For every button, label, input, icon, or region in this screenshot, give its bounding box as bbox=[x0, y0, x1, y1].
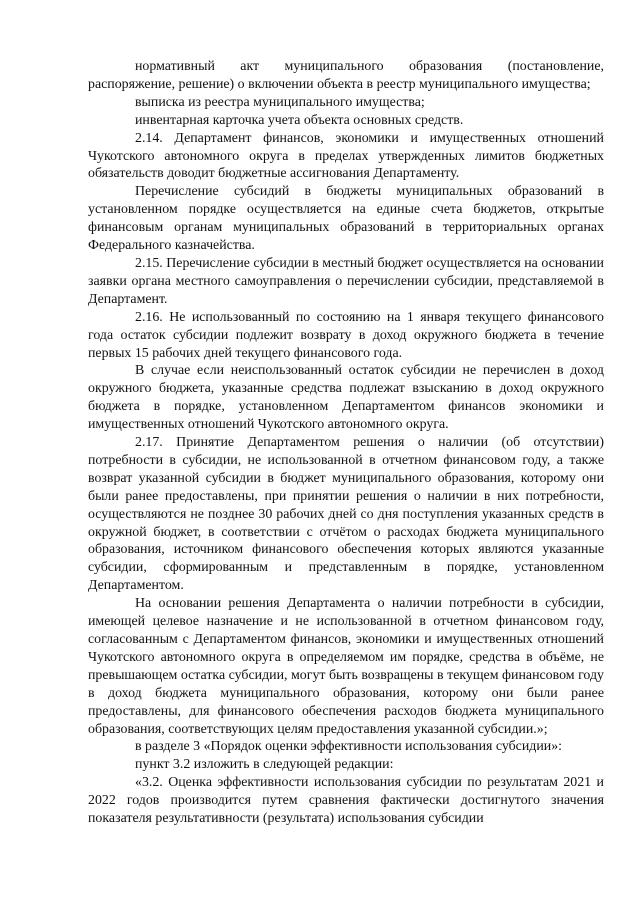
paragraph-13: «3.2. Оценка эффективности использования субсидии по результатам 2021 и 2022 годов производится путем сравнения фактически достигнутого значения показателя результативности (результата) использования субсидии bbox=[88, 775, 604, 827]
document-page bbox=[88, 58, 604, 828]
paragraph-6: 2.15. Перечисление субсидии в местный бюджет осуществляется на основании заявки органа местного самоуправления о перечислении субсидии, представляемой в Департамент. bbox=[88, 255, 604, 307]
paragraph-7: 2.16. Не использованный по состоянию на 1 января текущего финансового года остаток субсидии подлежит возврату в доход окружного бюджета в течение первых 15 рабочих дней текущего финансового года. bbox=[88, 309, 604, 361]
paragraph-2: выписка из реестра муниципального имущества; bbox=[135, 94, 425, 110]
paragraph-3: инвентарная карточка учета объекта основных средств. bbox=[135, 112, 464, 128]
paragraph-11: в разделе 3 «Порядок оценки эффективности использования субсидии»: bbox=[135, 739, 563, 755]
paragraph-12: пункт 3.2 изложить в следующей редакции: bbox=[135, 757, 394, 773]
paragraph-5: Перечисление субсидий в бюджеты муниципальных образований в установленном порядке осуществляется на единые счета бюджетов, открытые финансовым органам муниципальных образований в территориальных органах Федерального казначейства. bbox=[88, 184, 604, 254]
paragraph-8: В случае если неиспользованный остаток субсидии не перечислен в доход окружного бюджета, указанные средства подлежат взысканию в доход окружного бюджета в порядке, установленном Департаментом финансов экономики и имущественных отношений Чукотского автономного округа. bbox=[88, 363, 604, 433]
paragraph-1: нормативный акт муниципального образования (постановление, распоряжение, решение) о включении объекта в реестр муниципального имущества; bbox=[88, 59, 604, 92]
paragraph-10: На основании решения Департамента о наличии потребности в субсидии, имеющей целевое назначение и не использованной в отчетном финансовом году, согласованным с Департаментом финансов, экономики и имущественных отношений Чукотского автономного округа в определяемом им порядке, средства в объёме, не превышающем остатка субсидии, могут быть возвращены в текущем финансовом году в доход бюджета муниципального образования, которому они были ранее предоставлены, для финансового обеспечения расходов бюджета муниципального образования, соответствующих целям предоставления указанной субсидии.»; bbox=[88, 596, 604, 737]
paragraph-9: 2.17. Принятие Департаментом решения о наличии (об отсутствии) потребности в субсидии, не использованной в отчетном финансовом году, а также возврат указанной субсидии в бюджет муниципального образования, которому они были ранее предоставлены, при принятии решения о наличии в них потребности, осуществляются не позднее 30 рабочих дней со дня поступления указанных средств в окружной бюджет, в соответствии с отчётом о расходах бюджета муниципального образования, источником финансового обеспечения которых являются указанные субсидии, сформированным и представленным в порядке, установленном Департаментом. bbox=[88, 435, 604, 594]
paragraph-4: 2.14. Департамент финансов, экономики и имущественных отношений Чукотского автономного округа в пределах утвержденных лимитов бюджетных обязательств доводит бюджетные ассигнования Департаменту. bbox=[88, 130, 604, 182]
